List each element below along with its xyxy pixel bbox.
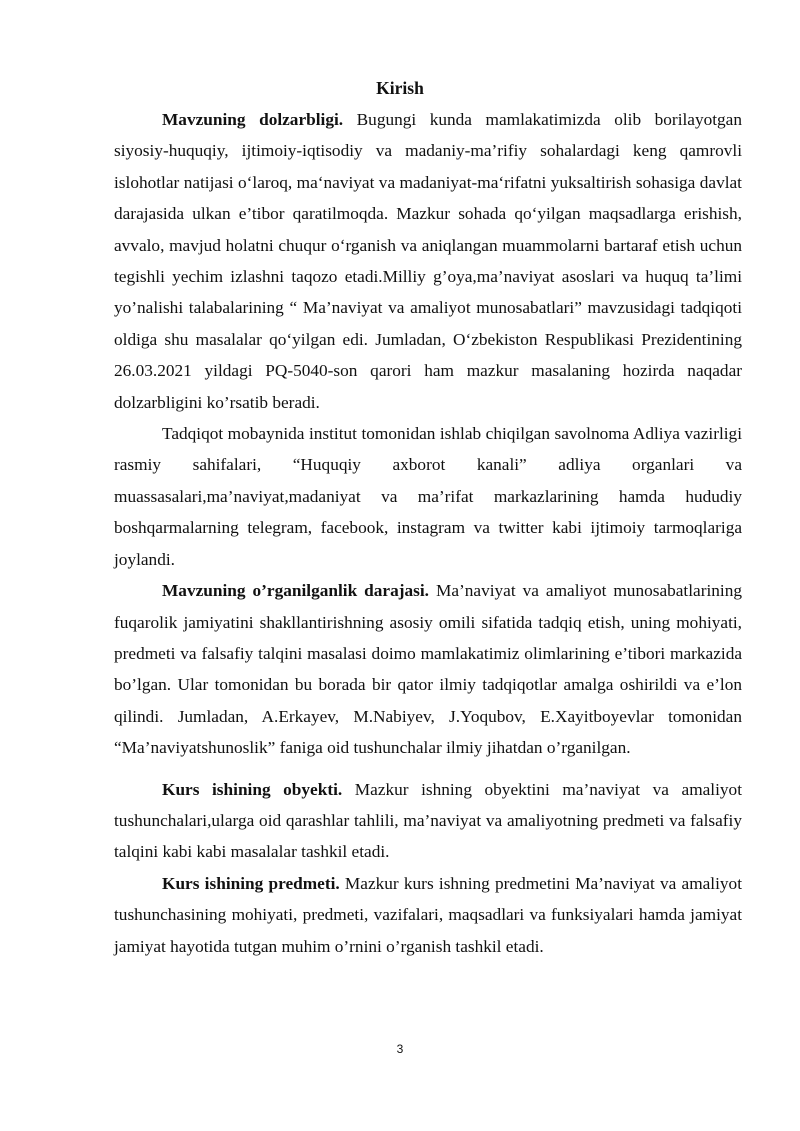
paragraph-subject	[114, 868, 742, 962]
paragraph-heading: Mavzuning o’rganilganlik darajasi.	[162, 581, 429, 601]
paragraph-text: Ma’naviyat va amaliyot munosabatlarining fuqarolik jamiyatini shakllantirishning asosiy omili sifatida tadqiq etish, uning mohiyati, predmeti va falsafiy talqini masalasi doimo mamlakatimiz olimlarining e’tibori markazida bo’lgan. Ular tomonidan bu borada bir qator ilmiy tadqiqotlar amalga oshirildi va e’lon qilindi. Jumladan, A.Erkayev, M.Nabiyev, J.Yoqubov, E.Xayitboyevlar tomonidan “Ma’naviyatshunoslik” faniga oid tushunchalar ilmiy jihatdan o’rganilgan.	[114, 581, 742, 758]
page-number: 3	[396, 1042, 404, 1056]
paragraph-heading: Kurs ishining obyekti.	[162, 779, 343, 799]
paragraph-survey	[114, 418, 742, 575]
paragraph-object	[114, 774, 742, 868]
paragraph-heading: Mavzuning dolzarbligi.	[162, 110, 344, 129]
paragraph-text: Mazkur ishning obyektini ma’naviyat va amaliyot tushunchalari,ularga oid qarashlar tahlili, ma’naviyat va amaliyotning predmeti va falsafiy talqini kabi kabi masalalar tashkil etadi.	[114, 779, 742, 862]
paragraph-text: Bugungi kunda mamlakatimizda olib borilayotgan siyosiy-huquqiy, ijtimoiy-iqtisodiy va madaniy-ma’rifiy sohalardagi keng qamrovli islohotlar natijasi o‘laroq, ma‘naviyat va madaniyat-ma‘rifatni yuksaltirish sohasiga davlat darajasida ulkan e’tibor qaratilmoqda. Mazkur sohada qo‘yilgan maqsadlarga erishish, avvalo, mavjud holatni chuqur o‘rganish va aniqlangan muammolarni bartaraf etish uchun tegishli yechim izlashni taqozo etadi.Milliy g’oya,ma’naviyat asoslari va huquq ta’limi yo’nalishi talabalarining “ Ma’naviyat va amaliyot munosabatlari” mavzusidagi tadqiqoti oldiga shu masalalar qo‘yilgan edi. Jumladan, O‘zbekiston Respublikasi Prezidentining 26.03.2021 yildagi PQ-5040-son qarori ham mazkur masalaning hozirda naqadar dolzarbligini ko’rsatib beradi.	[114, 110, 742, 412]
paragraph-study-level	[114, 575, 742, 763]
paragraph-text: Mazkur kurs ishning predmetini Ma’naviyat va amaliyot tushunchasining mohiyati, predmeti, vazifalari, maqsadlari va funksiyalari hamda jamiyat jamiyat hayotida tutgan muhim o’rnini o’rganish tashkil etadi.	[114, 873, 742, 956]
paragraph-relevance	[114, 104, 742, 418]
document-body	[114, 104, 742, 962]
paragraph-text: Tadqiqot mobaynida institut tomonidan ishlab chiqilgan savolnoma Adliya vazirligi rasmiy sahifalari, “Huquqiy axborot kanali” adliya organlari va muassasalari,ma’naviyat,madaniyat va ma’rifat markazlarining hamda hududiy boshqarmalarning telegram, facebook, instagram va twitter kabi ijtimoiy tarmoqlariga joylandi.	[114, 424, 742, 569]
page-title: Kirish	[376, 78, 424, 98]
paragraph-heading: Kurs ishining predmeti.	[162, 873, 340, 893]
